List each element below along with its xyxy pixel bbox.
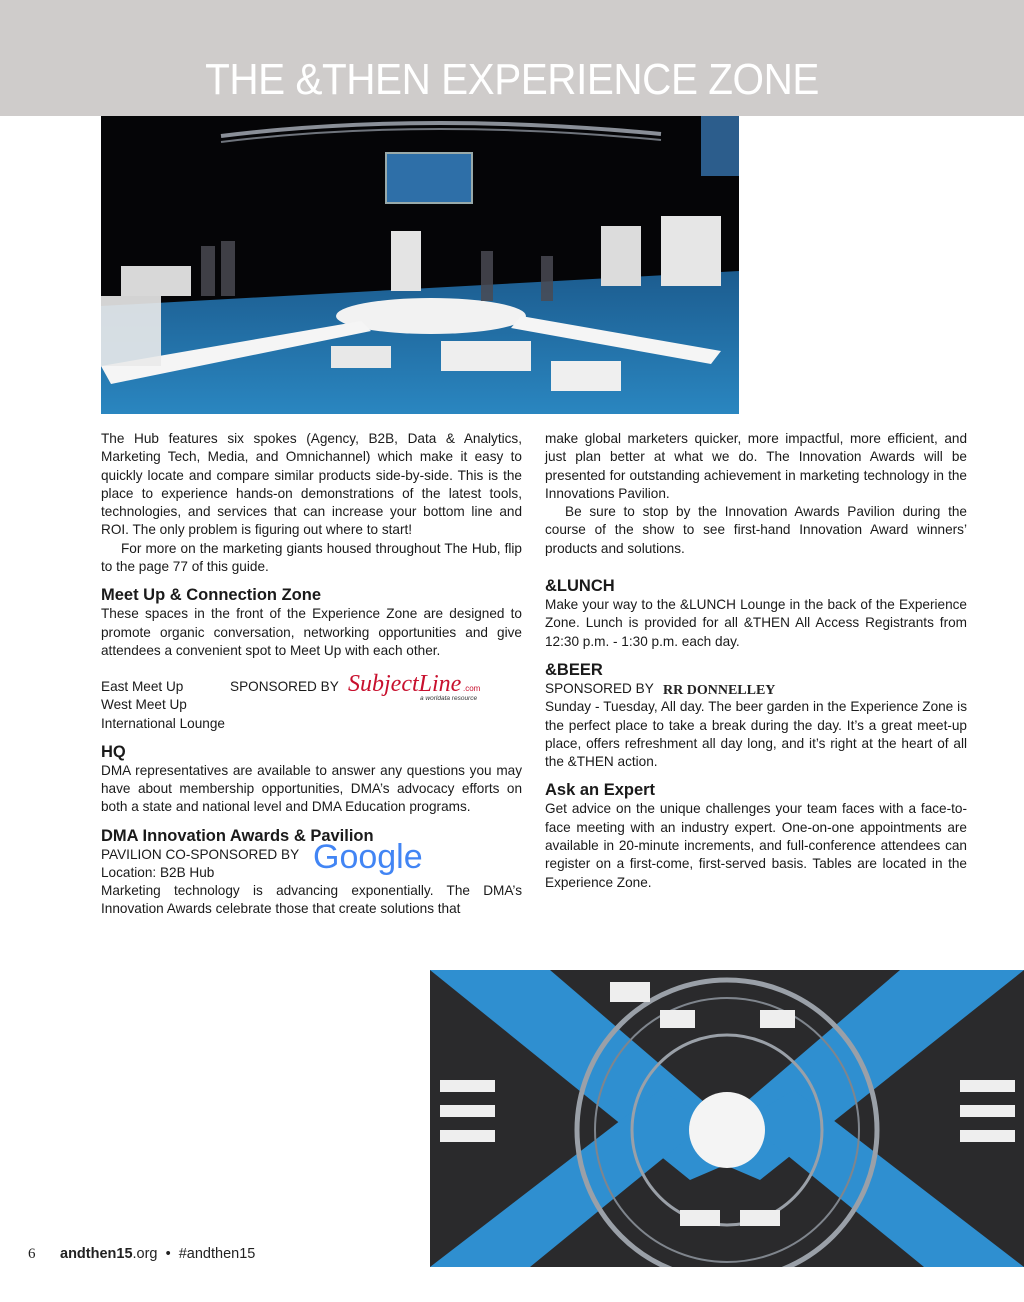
awards-body: Marketing technology is advancing exponentially. The DMA’s Innovation Awards celebrate those that create solutions that: [101, 883, 522, 917]
hub-interior-illustration: [101, 116, 739, 414]
meetup-sponsored-by: SPONSORED BY: [230, 679, 339, 695]
awards-pavilion-visit: Be sure to stop by the Innovation Awards Pavilion during the course of the show to see first-hand Innovation Award winners’ products and solutions.: [545, 504, 967, 556]
hq-body: DMA representatives are available to answer any questions you may have about membership opportunities, DMA’s advocacy efforts on both a state and national level and DMA Education programs.: [101, 762, 522, 815]
beer-sponsor-row: [545, 680, 967, 698]
subjectline-logo-suffix: .com: [463, 684, 481, 694]
meetup-heading: Meet Up & Connection Zone: [101, 586, 321, 605]
expert-heading: Ask an Expert: [545, 781, 656, 800]
beer-sponsored-by: SPONSORED BY: [545, 680, 654, 696]
left-column: [101, 430, 522, 919]
meetup-body: These spaces in the front of the Experience Zone are designed to promote organic conversation, networking opportunities and give attendees a convenient spot to Meet Up with each other.: [101, 606, 522, 658]
subjectline-logo-text: SubjectLine: [348, 671, 462, 698]
page-number: 6: [28, 1246, 36, 1262]
page-title: THE &THEN EXPERIENCE ZONE: [205, 55, 819, 104]
footer-hashtag: #andthen15: [178, 1246, 256, 1262]
google-logo: [313, 836, 433, 878]
google-logo-text: Google: [313, 837, 423, 876]
hub-intro-paragraph: The Hub features six spokes (Agency, B2B, Data & Analytics, Marketing Tech, Media, and Omnichannel) which make it easy to quickly locate and compare similar products side-by-side. This is the place to experience hands-on demonstrations of the latest tools, technologies, and services that can increase your bottom line and ROI. The only problem is figuring out where to start!: [101, 431, 522, 538]
hub-page-reference: For more on the marketing giants housed throughout The Hub, flip to the page 77 of this guide.: [101, 540, 522, 575]
meetup-location-row-1: [101, 671, 522, 703]
meetup-location-west: West Meet Up: [101, 697, 187, 713]
lunch-body: Make your way to the &LUNCH Lounge in the back of the Experience Zone. Lunch is provided for all &THEN All Access Registrants from 12:30 p.m. - 1:30 p.m. each day.: [545, 597, 967, 649]
awards-body-continued: make global marketers quicker, more impactful, more efficient, and just plan better at what we do. The Innovation Awards will be presented for outstanding achievement in marketing technology in the Innovations Pavilion.: [545, 431, 967, 501]
hq-heading: HQ: [101, 742, 126, 761]
meetup-location-east: East Meet Up: [101, 679, 184, 695]
awards-heading: DMA Innovation Awards & Pavilion: [101, 826, 374, 845]
lunch-heading: &LUNCH: [545, 577, 615, 596]
rr-donnelley-logo-text: RR DONNELLEY: [663, 683, 776, 698]
expert-body: Get advice on the unique challenges your team faces with a face-to-face meeting with an industry expert. One-on-one appointments are available in 20-minute increments, and full-conference attendees can register on a first-come, first-served basis. Tables are located in the Experience Zone.: [545, 801, 967, 890]
meetup-location-international: International Lounge: [101, 715, 225, 731]
footer-site-name: andthen15: [60, 1246, 133, 1262]
page-footer: [28, 1246, 256, 1263]
hub-overhead-photo: [430, 970, 1024, 1267]
hub-overhead-illustration: [430, 970, 1024, 1267]
footer-bullet: •: [165, 1246, 171, 1262]
awards-location: Location: B2B Hub: [101, 864, 215, 880]
hub-interior-photo: [101, 116, 739, 414]
awards-cosponsor-label: PAVILION CO-SPONSORED BY: [101, 846, 300, 862]
subjectline-logo-tagline: a worldata resource: [420, 695, 478, 703]
subjectline-logo: [348, 670, 488, 702]
beer-heading: &BEER: [545, 660, 603, 679]
beer-body: Sunday - Tuesday, All day. The beer garden in the Experience Zone is the perfect place to take a break during the day. It’s a great meet-up place, offers refreshment all day long, and it’s right at the heart of all the &THEN action.: [545, 699, 967, 770]
right-column: [545, 430, 967, 892]
rr-donnelley-logo: [663, 681, 813, 697]
footer-site: [60, 1246, 255, 1262]
footer-site-tld: .org: [132, 1246, 158, 1262]
